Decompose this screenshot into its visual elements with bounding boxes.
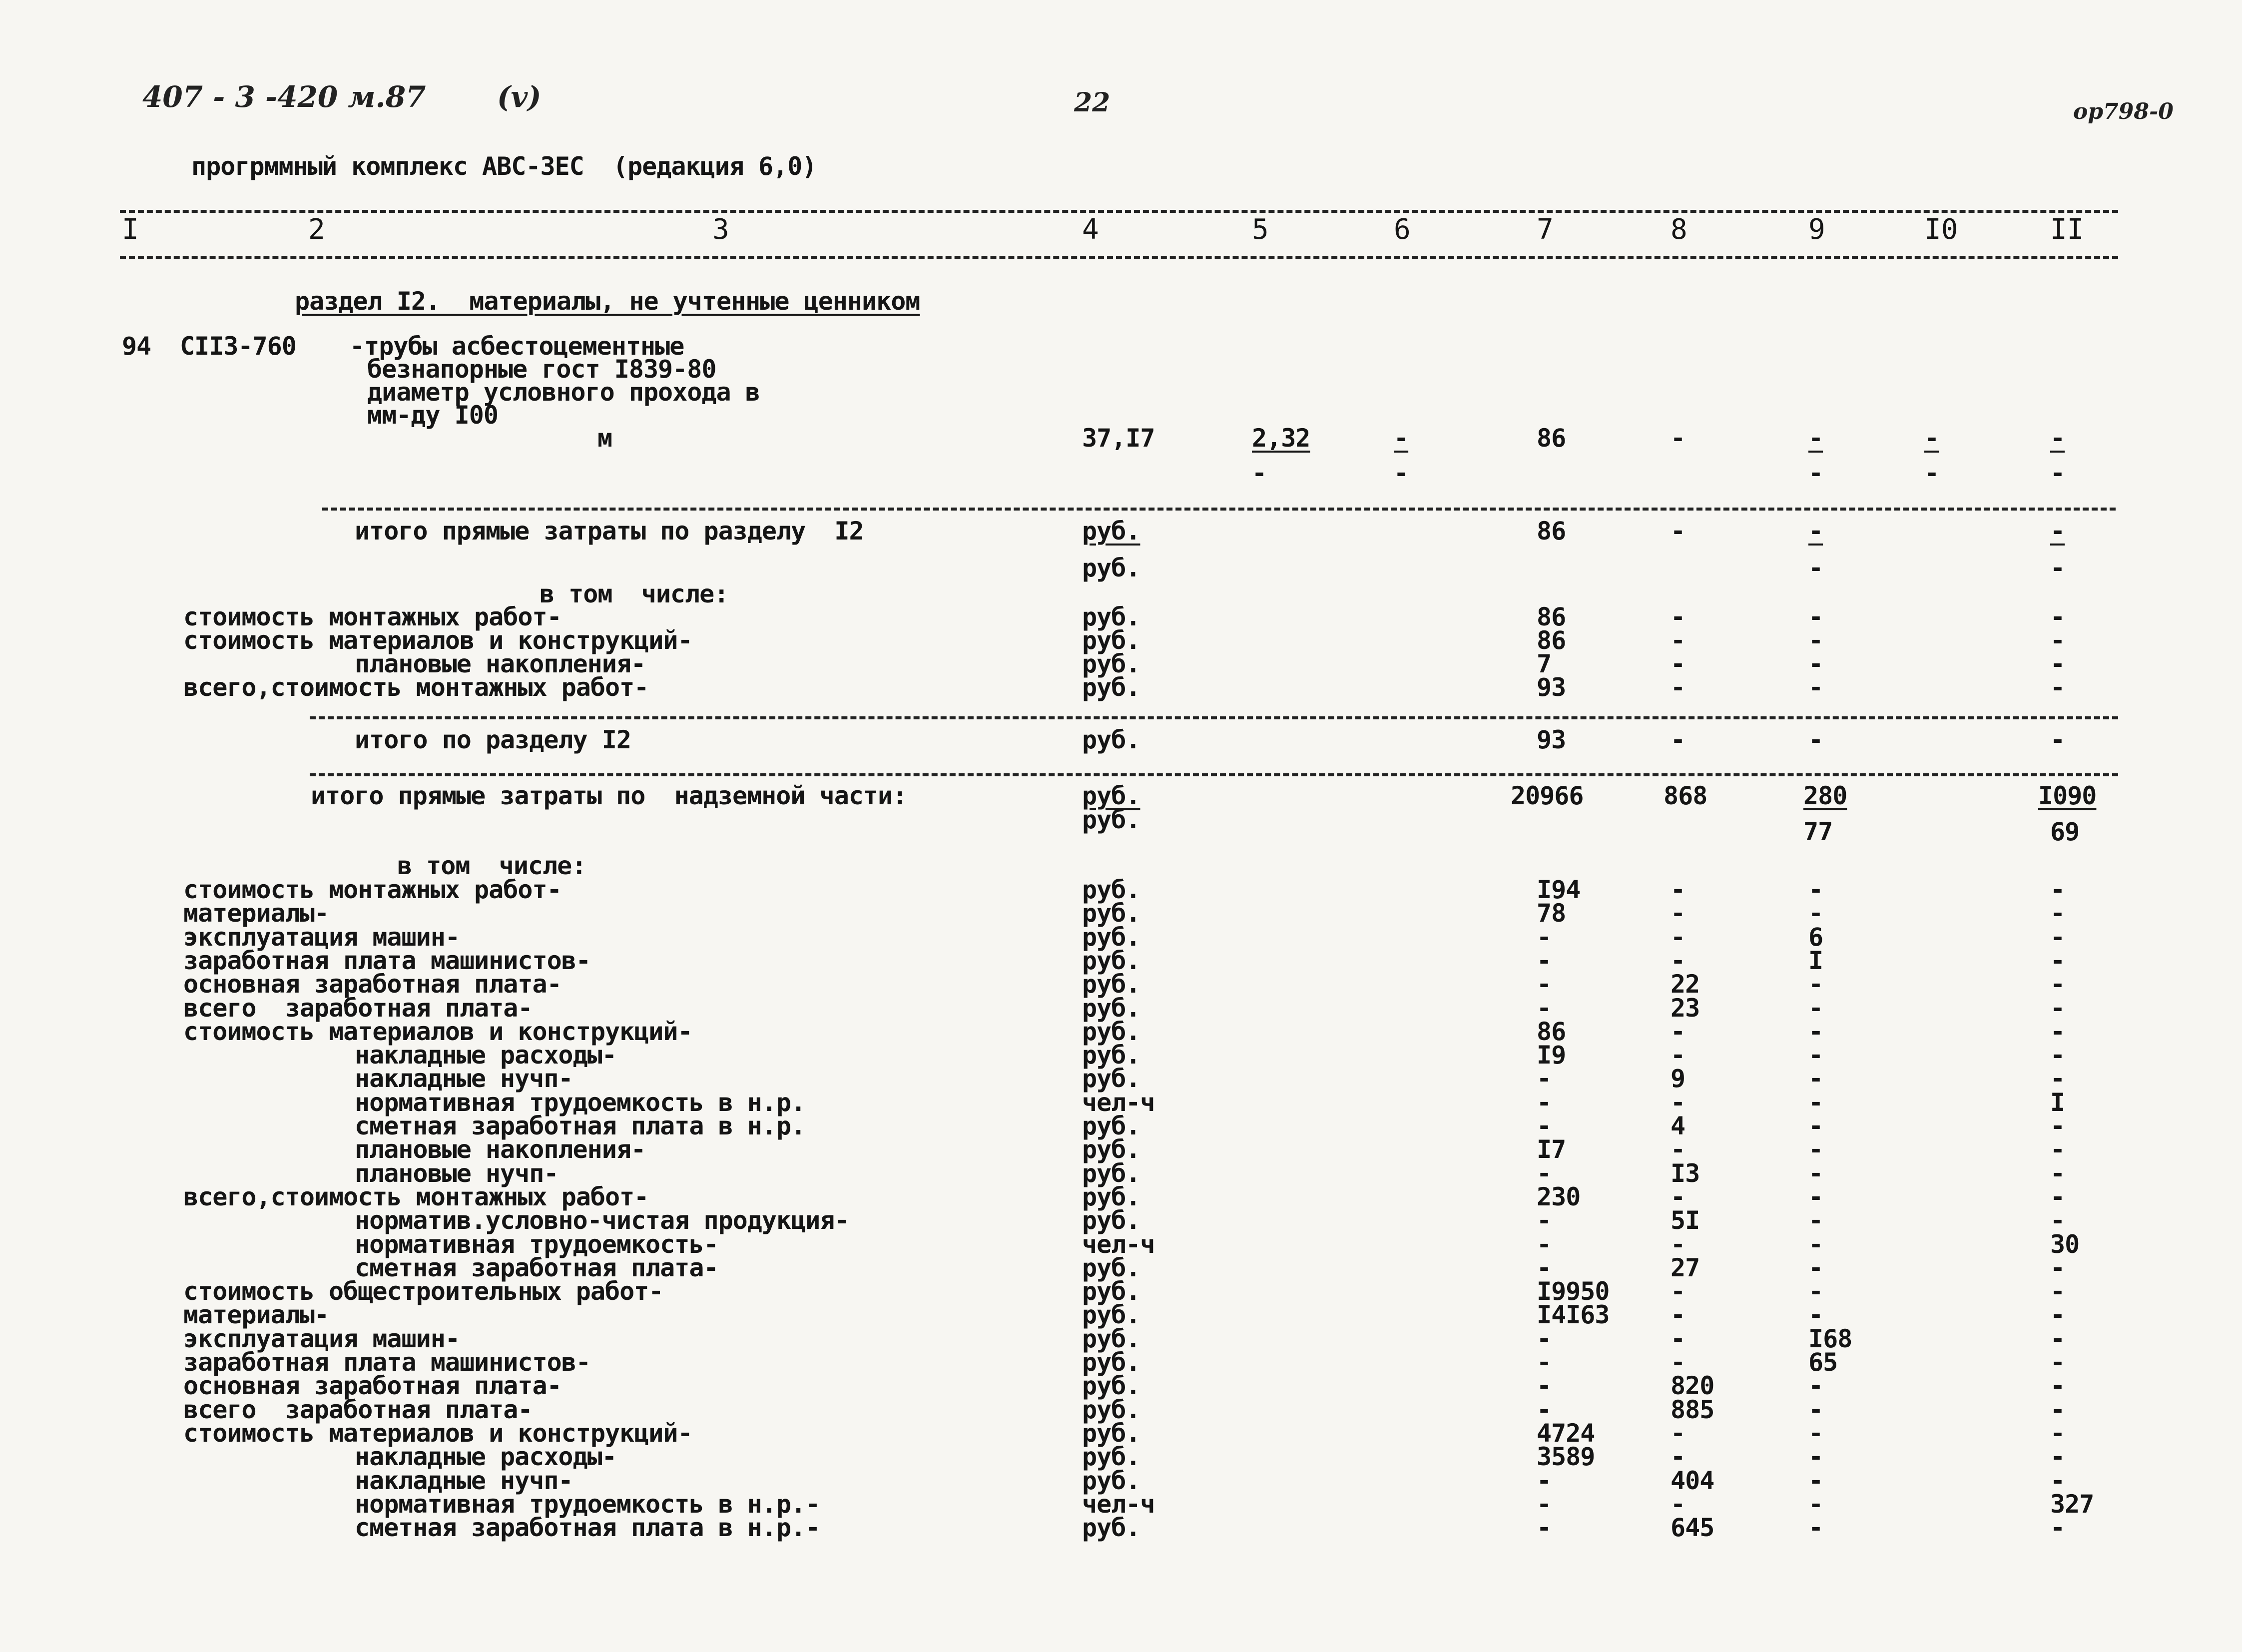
breakdown-col7: -	[1537, 1348, 1552, 1377]
breakdown-col9: -	[1808, 1017, 1823, 1046]
column-header-7: 7	[1537, 213, 1554, 246]
breakdown-row	[0, 1300, 2242, 1330]
section-total-label: итого по разделу I2	[355, 725, 631, 754]
breakdown-col9: -	[1808, 626, 1823, 655]
above-ground-total-unit: руб.	[1082, 781, 1140, 810]
breakdown-unit: руб.	[1082, 1277, 1140, 1306]
breakdown-col11: -	[2050, 1017, 2065, 1046]
breakdown-unit: руб.	[1082, 1135, 1140, 1164]
breakdown-col7: -	[1537, 1088, 1552, 1117]
breakdown-col8: -	[1671, 946, 1685, 975]
breakdown-row	[0, 1064, 2242, 1094]
item-col10-lower: -	[1924, 459, 1939, 488]
breakdown-col11: -	[2050, 1064, 2065, 1094]
breakdown-unit: руб.	[1082, 922, 1140, 952]
breakdown-col7: 4724	[1537, 1418, 1595, 1448]
item-description-line: диаметр условного прохода в	[367, 378, 760, 407]
breakdown-col11: -	[2050, 1324, 2065, 1353]
breakdown-label: стоимость материалов и конструкций-	[183, 1017, 692, 1046]
breakdown-col7: -	[1537, 993, 1552, 1023]
breakdown-col11: -	[2050, 626, 2065, 655]
breakdown-col8: I3	[1671, 1158, 1700, 1188]
breakdown-label: заработная плата машинистов-	[183, 1348, 590, 1377]
breakdown-col9: -	[1808, 1442, 1823, 1472]
breakdown-unit: руб.	[1082, 1111, 1140, 1140]
item-col7: 86	[1537, 424, 1566, 453]
breakdown-col7: 86	[1537, 602, 1566, 631]
breakdown-row	[0, 1513, 2242, 1543]
section-total-unit: руб.	[1082, 725, 1140, 754]
breakdown-col9: -	[1808, 1277, 1823, 1306]
breakdown-col11: -	[2050, 1371, 2065, 1401]
total-direct-col11-lower: -	[2050, 553, 2065, 582]
breakdown-unit: руб.	[1082, 602, 1140, 631]
breakdown-col9: -	[1808, 1135, 1823, 1164]
breakdown-col9: -	[1808, 1182, 1823, 1211]
breakdown-col11: -	[2050, 875, 2065, 904]
document-reference-mark: (v)	[497, 80, 542, 114]
breakdown-col8: -	[1671, 602, 1685, 631]
breakdown-col9: -	[1808, 1229, 1823, 1259]
breakdown-unit: руб.	[1082, 649, 1140, 678]
total-direct-col11: -	[2050, 517, 2065, 546]
breakdown-label: эксплуатация машин-	[183, 1324, 460, 1353]
breakdown-col7: 86	[1537, 626, 1566, 655]
program-title: прогрммный комплекс АВС-ЗЕС (редакция 6,0)	[191, 152, 817, 181]
breakdown-unit: руб.	[1082, 993, 1140, 1023]
breakdown-col9: -	[1808, 1041, 1823, 1070]
breakdown-label: материалы-	[183, 1300, 329, 1330]
breakdown-col9: -	[1808, 1466, 1823, 1495]
breakdown-row	[0, 901, 2242, 926]
breakdown-col8: -	[1671, 1277, 1685, 1306]
breakdown-col8: 4	[1671, 1111, 1685, 1140]
breakdown-label: нормативная трудоемкость в н.р.	[355, 1088, 806, 1117]
column-header-5: 5	[1252, 213, 1269, 246]
breakdown-unit: руб.	[1082, 1513, 1140, 1543]
breakdown-label: стоимость материалов и конструкций-	[183, 1418, 692, 1448]
breakdown-col8: -	[1671, 1300, 1685, 1330]
breakdown-col8: -	[1671, 1135, 1685, 1164]
breakdown-col9: -	[1808, 649, 1823, 678]
breakdown-col9: -	[1808, 1206, 1823, 1235]
breakdown-unit: руб.	[1082, 875, 1140, 904]
breakdown-col7: -	[1537, 1371, 1552, 1401]
breakdown-col8: -	[1671, 649, 1685, 678]
section-total-col11: -	[2050, 725, 2065, 754]
breakdown-col11: -	[2050, 1135, 2065, 1164]
breakdown-label: основная заработная плата-	[183, 1371, 561, 1401]
breakdown-col11: -	[2050, 1300, 2065, 1330]
breakdown-label: всего,стоимость монтажных работ-	[183, 1182, 649, 1211]
item-description-line: -трубы асбестоцементные	[350, 332, 684, 361]
breakdown-row	[0, 993, 2242, 1023]
breakdown-label: накладные расходы-	[355, 1041, 616, 1070]
breakdown-col7: 230	[1537, 1182, 1581, 1211]
header-bottom-rule	[120, 256, 2118, 259]
breakdown-unit: руб.	[1082, 626, 1140, 655]
column-header-11: II	[2050, 213, 2084, 246]
breakdown-col11: -	[2050, 1253, 2065, 1282]
breakdown-label: материалы-	[183, 899, 329, 928]
breakdown-col8: -	[1671, 1041, 1685, 1070]
breakdown-unit: чел-ч	[1082, 1489, 1155, 1519]
breakdown-col11: -	[2050, 922, 2065, 952]
page-number: 22	[1074, 87, 1111, 118]
item-col4: 37,I7	[1082, 424, 1155, 453]
breakdown-col7: -	[1537, 922, 1552, 952]
including-label: в том числе:	[397, 851, 586, 880]
breakdown-col8: -	[1671, 922, 1685, 952]
breakdown-unit: руб.	[1082, 1418, 1140, 1448]
breakdown-label: стоимость монтажных работ-	[183, 602, 561, 631]
breakdown-col8: -	[1671, 1182, 1685, 1211]
breakdown-col11: -	[2050, 1442, 2065, 1472]
document-reference-number: 407 - 3 -420 м.87	[142, 80, 426, 114]
item-unit: м	[597, 424, 612, 453]
breakdown-col8: -	[1671, 1088, 1685, 1117]
breakdown-col9: 6	[1808, 922, 1823, 952]
breakdown-col8: 27	[1671, 1253, 1700, 1282]
breakdown-col11: -	[2050, 1348, 2065, 1377]
above-ground-total-col11: I090	[2038, 781, 2097, 810]
breakdown-col8: 9	[1671, 1064, 1685, 1094]
breakdown-label: сметная заработная плата в н.р.-	[355, 1513, 820, 1543]
breakdown-col9: -	[1808, 1158, 1823, 1188]
item-col5-lower: -	[1252, 459, 1267, 488]
breakdown-unit: руб.	[1082, 1348, 1140, 1377]
breakdown-col9: -	[1808, 1253, 1823, 1282]
breakdown-label: заработная плата машинистов-	[183, 946, 590, 975]
column-header-1: I	[122, 213, 139, 246]
breakdown-col11: -	[2050, 1466, 2065, 1495]
breakdown-col7: -	[1537, 1466, 1552, 1495]
breakdown-label: всего заработная плата-	[183, 1395, 533, 1424]
above-ground-total-col9: 280	[1803, 781, 1847, 810]
section-title: раздел I2. материалы, не учтенные ценником	[295, 287, 920, 316]
breakdown-label: стоимость монтажных работ-	[183, 875, 561, 904]
item-col11-lower: -	[2050, 459, 2065, 488]
breakdown-label: нормативная трудоемкость-	[355, 1229, 718, 1259]
column-header-9: 9	[1808, 213, 1825, 246]
breakdown-col8: -	[1671, 673, 1685, 702]
breakdown-row	[0, 1468, 2242, 1493]
breakdown-col11: -	[2050, 1206, 2065, 1235]
breakdown-label: эксплуатация машин-	[183, 922, 460, 952]
breakdown-col11: -	[2050, 602, 2065, 631]
breakdown-col11: -	[2050, 993, 2065, 1023]
breakdown-col11: -	[2050, 899, 2065, 928]
above-ground-rule	[310, 773, 2118, 776]
breakdown-col11: 30	[2050, 1229, 2080, 1259]
item-col8: -	[1671, 424, 1685, 453]
total-direct-col7: 86	[1537, 517, 1566, 546]
item-col9-lower: -	[1808, 459, 1823, 488]
breakdown-label: стоимость общестроительных работ-	[183, 1277, 663, 1306]
breakdown-col11: -	[2050, 1158, 2065, 1188]
breakdown-col7: I4I63	[1537, 1300, 1610, 1330]
breakdown-col11: I	[2050, 1088, 2065, 1117]
item-col5: 2,32	[1252, 424, 1310, 453]
breakdown-label: накладные расходы-	[355, 1442, 616, 1472]
item-col9: -	[1808, 424, 1823, 453]
breakdown-unit: чел-ч	[1082, 1088, 1155, 1117]
breakdown-unit: руб.	[1082, 946, 1140, 975]
breakdown-row	[0, 1229, 2242, 1259]
item-col11: -	[2050, 424, 2065, 453]
breakdown-row	[0, 1442, 2242, 1472]
breakdown-col7: -	[1537, 1395, 1552, 1424]
breakdown-row	[0, 1371, 2242, 1401]
above-ground-total-col9-lower: 77	[1803, 817, 1833, 846]
breakdown-unit: руб.	[1082, 1466, 1140, 1495]
breakdown-unit: чел-ч	[1082, 1229, 1155, 1259]
including-label: в том числе:	[540, 579, 729, 608]
section-total-col7: 93	[1537, 725, 1566, 754]
breakdown-col11: -	[2050, 946, 2065, 975]
breakdown-col9: -	[1808, 1395, 1823, 1424]
breakdown-label: плановые нучп-	[355, 1158, 559, 1188]
item-description-line: мм-ду I00	[367, 401, 498, 430]
breakdown-label: плановые накопления-	[355, 1135, 646, 1164]
breakdown-col7: -	[1537, 970, 1552, 999]
breakdown-col8: 5I	[1671, 1206, 1700, 1235]
breakdown-col7: I9	[1537, 1041, 1566, 1070]
breakdown-col11: -	[2050, 1395, 2065, 1424]
breakdown-col8: 885	[1671, 1395, 1714, 1424]
breakdown-col9: -	[1808, 1418, 1823, 1448]
breakdown-col8: 404	[1671, 1466, 1714, 1495]
breakdown-unit: руб.	[1082, 1300, 1140, 1330]
breakdown-col8: -	[1671, 1418, 1685, 1448]
breakdown-label: всего,стоимость монтажных работ-	[183, 673, 649, 702]
total-direct-col8: -	[1671, 517, 1685, 546]
subtotal-rule	[322, 508, 2116, 511]
breakdown-col8: -	[1671, 626, 1685, 655]
column-header-3: 3	[712, 213, 729, 246]
breakdown-col9: I	[1808, 946, 1823, 975]
breakdown-col7: 93	[1537, 673, 1566, 702]
breakdown-col11: -	[2050, 673, 2065, 702]
breakdown-col9: -	[1808, 970, 1823, 999]
breakdown-unit: руб.	[1082, 1442, 1140, 1472]
breakdown-col8: -	[1671, 1017, 1685, 1046]
breakdown-label: нормативная трудоемкость в н.р.-	[355, 1489, 820, 1519]
breakdown-col8: -	[1671, 875, 1685, 904]
breakdown-row	[0, 972, 2242, 997]
breakdown-col11: -	[2050, 1418, 2065, 1448]
item-description-line: безнапорные гост I839-80	[367, 355, 716, 384]
breakdown-col7: -	[1537, 1206, 1552, 1235]
breakdown-label: всего заработная плата-	[183, 993, 533, 1023]
column-header-4: 4	[1082, 213, 1099, 246]
section-total-rule	[310, 716, 2118, 719]
above-ground-total-col8: 868	[1664, 781, 1707, 810]
breakdown-col9: -	[1808, 1489, 1823, 1519]
breakdown-col7: I9950	[1537, 1277, 1610, 1306]
breakdown-unit: руб.	[1082, 1371, 1140, 1401]
breakdown-unit: руб.	[1082, 899, 1140, 928]
item-col6: -	[1394, 424, 1409, 453]
breakdown-label: плановые накопления-	[355, 649, 646, 678]
breakdown-col9: -	[1808, 1300, 1823, 1330]
breakdown-unit: руб.	[1082, 1064, 1140, 1094]
total-direct-col9-lower: -	[1808, 553, 1823, 582]
item-col6-lower: -	[1394, 459, 1409, 488]
breakdown-col7: 7	[1537, 649, 1552, 678]
breakdown-col7: -	[1537, 1253, 1552, 1282]
breakdown-col7: -	[1537, 1064, 1552, 1094]
breakdown-col8: -	[1671, 1348, 1685, 1377]
breakdown-col7: -	[1537, 946, 1552, 975]
breakdown-label: норматив.условно-чистая продукция-	[355, 1206, 849, 1235]
breakdown-label: основная заработная плата-	[183, 970, 561, 999]
breakdown-unit: руб.	[1082, 1158, 1140, 1188]
breakdown-unit: руб.	[1082, 1182, 1140, 1211]
breakdown-col7: -	[1537, 1324, 1552, 1353]
breakdown-unit: руб.	[1082, 1324, 1140, 1353]
breakdown-row	[0, 1208, 2242, 1233]
breakdown-col9: -	[1808, 899, 1823, 928]
breakdown-col7: -	[1537, 1111, 1552, 1140]
above-ground-total-unit-lower: руб.	[1082, 805, 1140, 834]
breakdown-label: накладные нучп-	[355, 1466, 573, 1495]
item-code: СII3-760	[180, 332, 296, 361]
item-col10: -	[1924, 424, 1939, 453]
total-direct-unit-lower: руб.	[1082, 553, 1140, 582]
section-total-col9: -	[1808, 725, 1823, 754]
section-total-col8: -	[1671, 725, 1685, 754]
column-header-2: 2	[308, 213, 325, 246]
breakdown-col9: -	[1808, 1513, 1823, 1543]
breakdown-col8: -	[1671, 899, 1685, 928]
breakdown-unit: руб.	[1082, 1253, 1140, 1282]
above-ground-total-col7: 20966	[1511, 781, 1584, 810]
breakdown-label: сметная заработная плата в н.р.	[355, 1111, 806, 1140]
breakdown-col7: I7	[1537, 1135, 1566, 1164]
breakdown-col11: -	[2050, 1277, 2065, 1306]
breakdown-unit: руб.	[1082, 1395, 1140, 1424]
column-header-10: I0	[1924, 213, 1958, 246]
breakdown-col9: -	[1808, 1088, 1823, 1117]
breakdown-col9: -	[1808, 1371, 1823, 1401]
breakdown-col11: -	[2050, 1182, 2065, 1211]
header-top-rule	[120, 210, 2118, 213]
archive-stamp: ор798-0	[2073, 99, 2174, 124]
breakdown-col11: 327	[2050, 1489, 2094, 1519]
breakdown-col7: -	[1537, 1513, 1552, 1543]
column-header-8: 8	[1671, 213, 1687, 246]
breakdown-col8: -	[1671, 1229, 1685, 1259]
above-ground-total-label: итого прямые затраты по надземной части:	[311, 781, 907, 810]
total-direct-unit: руб.	[1082, 517, 1140, 546]
breakdown-col8: 22	[1671, 970, 1700, 999]
breakdown-col9: -	[1808, 1064, 1823, 1094]
breakdown-unit: руб.	[1082, 1206, 1140, 1235]
breakdown-col11: -	[2050, 970, 2065, 999]
breakdown-col7: 86	[1537, 1017, 1566, 1046]
breakdown-col8: -	[1671, 1489, 1685, 1519]
breakdown-label: стоимость материалов и конструкций-	[183, 626, 692, 655]
breakdown-col9: -	[1808, 875, 1823, 904]
breakdown-col8: 23	[1671, 993, 1700, 1023]
breakdown-col8: -	[1671, 1324, 1685, 1353]
breakdown-unit: руб.	[1082, 1017, 1140, 1046]
breakdown-col9: -	[1808, 673, 1823, 702]
breakdown-col11: -	[2050, 1041, 2065, 1070]
total-direct-col9: -	[1808, 517, 1823, 546]
breakdown-col8: 645	[1671, 1513, 1714, 1543]
breakdown-unit: руб.	[1082, 970, 1140, 999]
breakdown-col7: I94	[1537, 875, 1581, 904]
breakdown-col9: I68	[1808, 1324, 1852, 1353]
breakdown-row	[0, 1137, 2242, 1162]
breakdown-col9: -	[1808, 1111, 1823, 1140]
breakdown-row	[0, 675, 2242, 700]
column-header-6: 6	[1394, 213, 1411, 246]
breakdown-col9: -	[1808, 993, 1823, 1023]
breakdown-col9: 65	[1808, 1348, 1838, 1377]
breakdown-col7: 78	[1537, 899, 1566, 928]
breakdown-label: сметная заработная плата-	[355, 1253, 718, 1282]
item-number: 94	[122, 332, 151, 361]
total-direct-label: итого прямые затраты по разделу I2	[355, 517, 864, 546]
breakdown-col11: -	[2050, 1513, 2065, 1543]
breakdown-col9: -	[1808, 602, 1823, 631]
breakdown-col8: 820	[1671, 1371, 1714, 1401]
breakdown-col7: -	[1537, 1229, 1552, 1259]
breakdown-col8: -	[1671, 1442, 1685, 1472]
breakdown-col11: -	[2050, 1111, 2065, 1140]
breakdown-label: накладные нучп-	[355, 1064, 573, 1094]
above-ground-total-col11-lower: 69	[2050, 817, 2080, 846]
breakdown-col7: 3589	[1537, 1442, 1595, 1472]
breakdown-col7: -	[1537, 1158, 1552, 1188]
breakdown-col7: -	[1537, 1489, 1552, 1519]
breakdown-unit: руб.	[1082, 673, 1140, 702]
breakdown-unit: руб.	[1082, 1041, 1140, 1070]
breakdown-col11: -	[2050, 649, 2065, 678]
